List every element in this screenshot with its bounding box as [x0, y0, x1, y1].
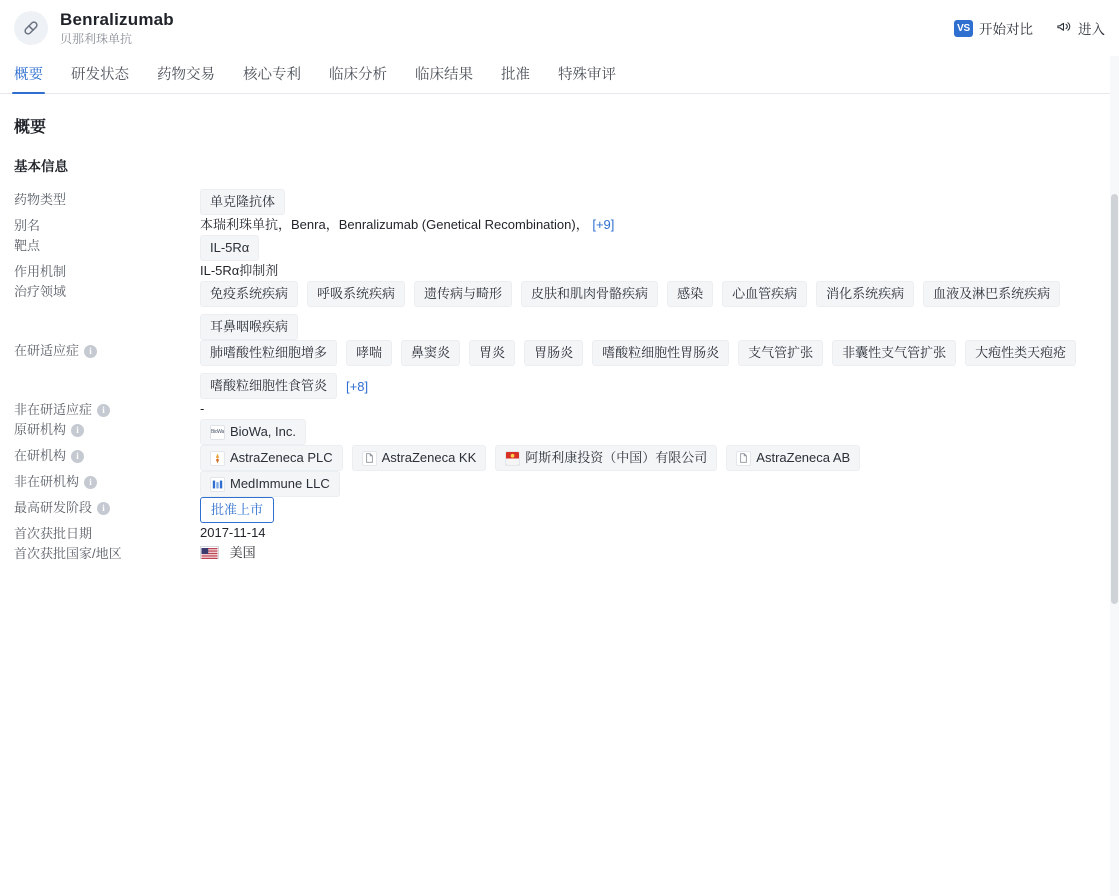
chip[interactable] [200, 419, 306, 445]
chip[interactable]: 感染 [667, 281, 713, 307]
drug-name-en: Benralizumab [60, 9, 174, 29]
chip[interactable]: 哮喘 [346, 340, 392, 366]
info-icon[interactable]: i [84, 345, 97, 358]
field-label-inactive-orgs: 非在研机构 i [14, 471, 200, 497]
target-chips [200, 235, 1105, 261]
basic-info-table [14, 189, 1105, 563]
chip[interactable]: 皮肤和肌肉骨骼疾病 [521, 281, 658, 307]
table-row [14, 215, 1105, 235]
chip[interactable]: 胃炎 [469, 340, 515, 366]
chip[interactable]: 大疱性类天疱疮 [965, 340, 1076, 366]
field-label-therapeutic-areas: 治疗领域 [14, 284, 67, 299]
company-logo-icon [210, 451, 225, 466]
originator-chips [200, 419, 1105, 445]
megaphone-icon [1055, 19, 1072, 37]
info-icon[interactable]: i [71, 450, 84, 463]
capsule-icon [14, 11, 48, 45]
inactive-org-chips [200, 471, 1105, 497]
table-row [14, 419, 1105, 445]
us-flag-icon [200, 546, 219, 559]
table-row [14, 543, 1105, 563]
info-icon[interactable]: i [97, 502, 110, 515]
mechanism-text: IL-5Rα抑制剂 [200, 263, 279, 278]
tab-rd-status[interactable]: 研发状态 [71, 67, 129, 83]
field-label-target: 靶点 [14, 238, 41, 253]
status-badge[interactable]: 批准上市 [200, 497, 274, 523]
company-logo-icon [362, 451, 377, 466]
chip[interactable]: 呼吸系统疾病 [307, 281, 405, 307]
aliases-text: 本瑞利珠单抗，Benra，Benralizumab (Genetical Recombination)， [200, 217, 589, 232]
chip[interactable]: 肺嗜酸性粒细胞增多 [200, 340, 337, 366]
chip[interactable]: 鼻窦炎 [401, 340, 460, 366]
field-label-active-indications: 在研适应症 i [14, 340, 200, 399]
chip[interactable]: 遗传病与畸形 [414, 281, 512, 307]
page-title: 概要 [14, 119, 47, 136]
chip[interactable]: 嗜酸粒细胞性食管炎 [200, 373, 337, 399]
field-label-drug-type: 药物类型 [14, 192, 67, 207]
tab-clinical-analysis[interactable]: 临床分析 [329, 67, 387, 83]
tab-core-patents[interactable]: 核心专利 [243, 67, 301, 83]
field-label-aliases: 别名 [14, 218, 41, 233]
active-indications-more-link[interactable]: [+8] [346, 378, 369, 394]
active-indication-chips [200, 340, 1105, 399]
drug-name-cn: 贝那利珠单抗 [60, 31, 133, 46]
chip[interactable] [495, 445, 717, 471]
chip[interactable]: 心血管疾病 [722, 281, 807, 307]
chip[interactable]: 血液及淋巴系统疾病 [923, 281, 1060, 307]
aliases-more-link[interactable]: [+9] [592, 217, 615, 232]
info-icon[interactable]: i [84, 476, 97, 489]
info-icon[interactable]: i [71, 424, 84, 437]
chip-label: BioWa, Inc. [230, 424, 296, 439]
chip[interactable]: 消化系统疾病 [816, 281, 914, 307]
scrollbar-thumb[interactable] [1111, 194, 1118, 604]
chip-label: AstraZeneca PLC [230, 450, 333, 465]
overview-panel [0, 94, 1119, 895]
field-label-active-orgs: 在研机构 i [14, 445, 200, 471]
drug-type-chips [200, 189, 1105, 215]
chip[interactable]: 嗜酸粒细胞性胃肠炎 [592, 340, 729, 366]
company-logo-icon [505, 451, 520, 466]
first-approval-date-value: 2017-11-14 [200, 525, 266, 540]
table-row [14, 523, 1105, 543]
chip[interactable] [200, 445, 343, 471]
field-label-mechanism: 作用机制 [14, 264, 67, 279]
field-label-originator: 原研机构 i [14, 419, 200, 445]
chip[interactable]: IL-5Rα [200, 235, 259, 261]
active-org-chips [200, 445, 1105, 471]
tab-clinical-results[interactable]: 临床结果 [415, 67, 473, 83]
tab-special-review[interactable]: 特殊审评 [558, 67, 616, 83]
chip[interactable]: 支气管扩张 [738, 340, 823, 366]
table-row [14, 399, 1105, 419]
field-label-first-approval-country: 首次获批国家/地区 [14, 546, 122, 561]
chip-label: 阿斯利康投资（中国）有限公司 [525, 450, 708, 465]
info-icon[interactable]: i [97, 404, 110, 417]
table-row [14, 340, 1105, 399]
chip-label: MedImmune LLC [230, 476, 330, 491]
scrollbar-track[interactable] [1110, 56, 1119, 896]
table-row [14, 471, 1105, 497]
table-row [14, 497, 1105, 523]
tab-approvals[interactable]: 批准 [501, 67, 530, 83]
drug-title-block [60, 10, 174, 47]
enter-button-label: 进入 [1078, 22, 1105, 37]
enter-button[interactable] [1055, 18, 1105, 38]
table-row [14, 261, 1105, 281]
chip[interactable] [726, 445, 860, 471]
page-header [0, 0, 1119, 56]
field-label-inactive-indications: 非在研适应症 i [14, 399, 200, 419]
tab-drug-deals[interactable]: 药物交易 [157, 67, 215, 83]
table-row [14, 235, 1105, 261]
compare-button[interactable] [954, 18, 1033, 38]
tab-overview[interactable]: 概要 [14, 63, 43, 93]
table-row [14, 189, 1105, 215]
company-logo-icon: BioWa [210, 425, 225, 440]
table-row [14, 445, 1105, 471]
table-row [14, 281, 1105, 340]
chip[interactable]: 免疫系统疾病 [200, 281, 298, 307]
company-logo-icon [210, 477, 225, 492]
field-label-highest-phase: 最高研发阶段 i [14, 497, 200, 523]
header-actions [954, 18, 1105, 38]
inactive-indications-text: - [200, 401, 205, 416]
therapeutic-area-chips [200, 281, 1105, 340]
compare-button-label: 开始对比 [979, 22, 1033, 37]
company-logo-icon [736, 451, 751, 466]
chip[interactable]: 非囊性支气管扩张 [832, 340, 956, 366]
chip-label: AstraZeneca KK [381, 450, 477, 465]
chip[interactable]: 耳鼻咽喉疾病 [200, 314, 298, 340]
first-approval-country-value: 美国 [229, 545, 256, 560]
vs-icon: VS [954, 20, 973, 37]
tab-bar [0, 56, 1119, 94]
chip[interactable]: 单克隆抗体 [200, 189, 285, 215]
field-label-first-approval-date: 首次获批日期 [14, 526, 93, 541]
basic-info-heading: 基本信息 [14, 159, 68, 174]
chip[interactable] [200, 471, 340, 497]
chip-label: AstraZeneca AB [756, 450, 851, 465]
chip[interactable]: 胃肠炎 [524, 340, 583, 366]
chip[interactable] [352, 445, 487, 471]
